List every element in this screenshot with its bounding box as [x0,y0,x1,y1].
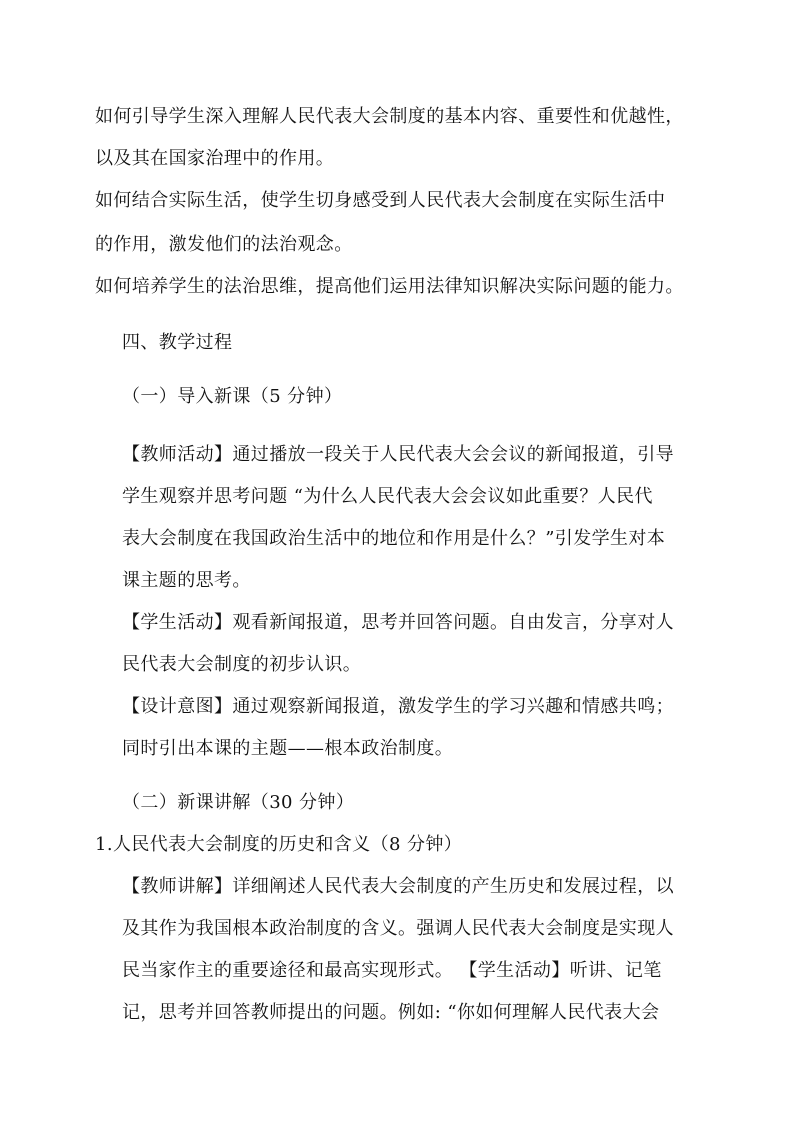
teacher-lecture-line: 及其作为我国根本政治制度的含义。强调人民代表大会制度是实现人 [122,918,674,939]
teacher-lecture-line: 【教师讲解】详细阐述人民代表大会制度的产生历史和发展过程，以 [122,876,674,897]
subsection-heading: （一）导入新课（5 分钟） [122,386,343,407]
difficulty-point-line: 的作用，激发他们的法治观念。 [95,234,353,255]
difficulty-point-line: 以及其在国家治理中的作用。 [95,148,335,169]
teacher-activity-line: 【教师活动】通过播放一段关于人民代表大会会议的新闻报道，引导 [122,444,674,465]
difficulty-point-line: 如何引导学生深入理解人民代表大会制度的基本内容、重要性和优越性， [95,106,684,127]
teacher-lecture-line: 民当家作主的重要途径和最高实现形式。 【学生活动】听讲、记笔 [122,960,662,981]
section-heading: 四、教学过程 [122,332,233,353]
teacher-activity-line: 表大会制度在我国政治生活中的地位和作用是什么？”引发学生对本 [122,528,666,549]
subsection-heading: （二）新课讲解（30 分钟） [122,792,355,813]
student-activity-line: 民代表大会制度的初步认识。 [122,654,362,675]
item-title: 1.人民代表大会制度的历史和含义（8 分钟） [95,834,463,855]
design-intent-line: 同时引出本课的主题——根本政治制度。 [122,738,454,759]
design-intent-line: 【设计意图】通过观察新闻报道，激发学生的学习兴趣和情感共鸣； [122,696,674,717]
teacher-activity-line: 学生观察并思考问题 “为什么人民代表大会会议如此重要？人民代 [122,486,653,507]
difficulty-point-line: 如何结合实际生活，使学生切身感受到人民代表大会制度在实际生活中 [95,190,666,211]
teacher-activity-line: 课主题的思考。 [122,570,251,591]
teacher-lecture-line: 记，思考并回答教师提出的问题。例如: “你如何理解人民代表大会 [122,1002,660,1023]
difficulty-point-line: 如何培养学生的法治思维，提高他们运用法律知识解决实际问题的能力。 [95,276,684,297]
student-activity-line: 【学生活动】观看新闻报道，思考并回答问题。自由发言，分享对人 [122,612,674,633]
